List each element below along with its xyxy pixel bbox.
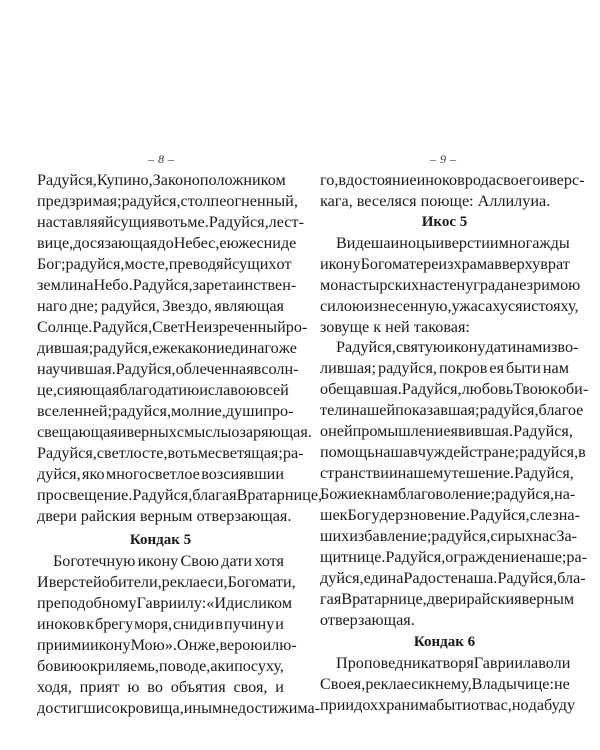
text-line: монастырских на стену града незримою (320, 276, 581, 294)
text-line: Солнце. Радуйся, Свет Неизреченный ро- (37, 318, 308, 336)
text-line: наставляяй сущия во тьме. Радуйся, лест- (37, 213, 304, 231)
text-line: Своея, рекла еси к нему, Владычице: не (320, 675, 570, 693)
text-line: предзримая; радуйся, столпе огненный, (37, 192, 298, 210)
text-line: приидох хранима быти от вас, но да буду (320, 696, 576, 714)
text-line: иноков к брегу моря, сниди в пучину и (37, 615, 284, 633)
text-line: Радуйся, светлосте, во тьме светящая; ра- (37, 444, 304, 462)
text-line: ходя, прият ю во объятия своя, и (37, 678, 284, 696)
text-line: свещающая и верных смыслы озаряющая. (37, 423, 312, 441)
text-line: Божие к нам благоволение; радуйся, на- (320, 485, 576, 503)
page-number-right: – 9 – (430, 152, 457, 166)
text-line: щитнице. Радуйся, ограждение наше; ра- (320, 548, 588, 566)
text-line: о ней промышление явившая. Радуйся, (320, 422, 573, 440)
text-line: преподобному Гавриилу: «Иди с ликом (37, 594, 292, 612)
text-line: дуйся, яко многосветлое возсиявшии (37, 465, 284, 483)
text-line: зовуще к ней таковая: (320, 318, 470, 336)
text-line: бовию окриляемь, по воде, аки по суху, (37, 657, 284, 675)
text-line: Радуйся, Купино, Законоположником (37, 171, 286, 189)
section-heading: Кондак 6 (413, 634, 476, 650)
text-line: просвещение. Радуйся, благая Вратарнице, (37, 486, 323, 504)
text-line: вице, досязающая до Небес, еюже сниде (37, 234, 297, 252)
text-line: ших избавление; радуйся, сирых нас За- (320, 527, 578, 545)
text-line: кага, веселяся поюще: Аллилуиа. (320, 192, 551, 210)
section-heading: Икос 5 (421, 214, 468, 230)
section-heading: Кондак 5 (129, 532, 192, 548)
text-line: двери райския верным отверзающая. (37, 507, 292, 525)
text-line: це, сияющая благодатию и славою всей (37, 381, 289, 399)
text-line: наго дне; радуйся, Звездо, являющая (37, 297, 284, 315)
text-line: обещавшая. Радуйся, любовь Твою к оби- (320, 380, 589, 398)
text-line: Проповедника творя Гавриила воли (336, 654, 571, 672)
text-line: тели нашей показавшая; радуйся, благое (320, 401, 584, 419)
text-line: ше к Богу дерзновение. Радуйся, слез на- (320, 506, 580, 524)
text-line: гая Вратарнице, двери райския верным (320, 590, 575, 608)
text-line: силою изнесенную, ужасахуся и стояху, (320, 297, 579, 315)
text-line: Радуйся, святую икону дати нам изво- (336, 338, 579, 356)
text-line: приими икону Мою». Он же, верою и лю- (37, 636, 297, 654)
text-line: го, в достояние иноков рода своего иверс- (320, 171, 585, 189)
text-line: вселенней; радуйся, молние, души про- (37, 402, 294, 420)
text-line: отверзающая. (320, 611, 415, 629)
text-line: дуйся, едина Радосте наша. Радуйся, бла- (320, 569, 586, 587)
text-line: Иверстей обители, рекла еси, Богомати, (37, 573, 296, 591)
text-line: Бог; радуйся, мосте, преводяй сущих от (37, 255, 292, 273)
text-line: Боготечную икону Свою дати хотя (53, 552, 284, 570)
text-line: достигши сокровища, иным недостижима- (37, 699, 321, 717)
text-line: земли на Небо. Радуйся, заре таинствен- (37, 276, 297, 294)
text-line: странствии нашем утешение. Радуйся, (320, 464, 574, 482)
text-line: икону Богоматере из храма в верху врат (320, 255, 570, 273)
text-line: научившая. Радуйся, облеченная в солн- (37, 360, 299, 378)
text-line: Видеша иноцы иверстии многажды (336, 234, 570, 252)
text-line: дившая; радуйся, еже како ниединаго же (37, 339, 297, 357)
text-line: лившая; радуйся, покров ея быти нам (320, 359, 569, 377)
page-number-left: – 8 – (148, 152, 175, 166)
text-line: помощь наша в чуждей стране; радуйся, в (320, 443, 586, 461)
